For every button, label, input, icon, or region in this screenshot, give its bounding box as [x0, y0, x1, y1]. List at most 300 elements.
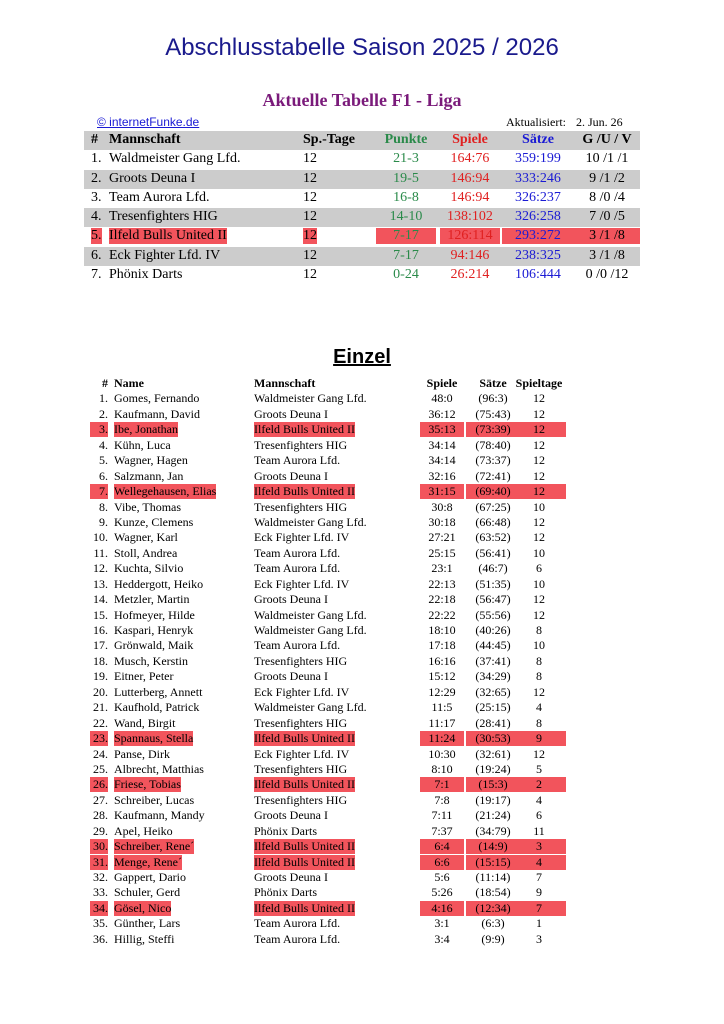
header-spiele: Spiele: [452, 132, 488, 147]
einzel-header-name: Name: [114, 376, 144, 390]
einzel-cell-spieltage: 12: [533, 592, 545, 607]
einzel-cell-num: 12.: [93, 561, 108, 576]
einzel-cell-spiele: 5:26: [431, 885, 453, 900]
einzel-cell-name: Metzler, Martin: [114, 592, 190, 607]
einzel-cell-team: Tresenfighters HIG: [254, 499, 348, 514]
einzel-cell-team: Tresenfighters HIG: [254, 715, 348, 730]
einzel-cell-saetze: (18:54): [475, 885, 511, 900]
table-row: [90, 469, 580, 484]
einzel-cell-saetze: (78:40): [475, 437, 511, 452]
einzel-cell-num: 8.: [99, 499, 108, 514]
table-row: [90, 700, 580, 715]
einzel-cell-spieltage: 9: [536, 885, 542, 900]
einzel-cell-num: 16.: [93, 623, 108, 637]
table-row: [90, 407, 580, 422]
einzel-cell-spieltage: 7: [536, 870, 542, 884]
einzel-cell-saetze: (14:9): [466, 839, 520, 854]
einzel-cell-num: 6.: [99, 468, 108, 483]
einzel-cell-team: Ilfeld Bulls United II: [254, 854, 355, 869]
table-row: [90, 762, 580, 777]
einzel-header-team: Mannschaft: [254, 376, 316, 390]
einzel-cell-spiele: 7:11: [431, 808, 453, 823]
einzel-cell-saetze: (12:34): [466, 901, 520, 916]
einzel-cell-team: Ilfeld Bulls United II: [254, 777, 355, 792]
einzel-cell-team: Waldmeister Gang Lfd.: [254, 623, 367, 637]
table-row: [90, 824, 580, 839]
einzel-cell-spiele: 11:17: [428, 715, 456, 730]
einzel-cell-num: 22.: [93, 715, 108, 730]
source-link[interactable]: © internetFunke.de: [97, 115, 200, 129]
einzel-cell-spieltage: 12: [533, 453, 545, 468]
einzel-cell-name: Panse, Dirk: [114, 746, 170, 761]
einzel-cell-spieltage: 3: [512, 839, 566, 854]
league-cell-team: Tresenfighters HIG: [109, 209, 218, 225]
einzel-cell-team: Groots Deuna I: [254, 468, 328, 483]
einzel-cell-team: Team Aurora Lfd.: [254, 561, 341, 576]
einzel-cell-saetze: (69:40): [466, 484, 520, 499]
einzel-cell-saetze: (34:79): [475, 823, 511, 838]
einzel-cell-num: 21.: [93, 700, 108, 715]
table-row: [90, 839, 580, 854]
table-row: [90, 901, 580, 916]
table-row: [90, 716, 580, 731]
league-cell-guv: 8 /0 /4: [589, 189, 625, 205]
league-cell-saetze: 238:325: [515, 247, 561, 263]
einzel-cell-num: 32.: [93, 870, 108, 884]
einzel-cell-name: Gappert, Dario: [114, 870, 186, 884]
einzel-cell-spiele: 30:18: [428, 514, 456, 529]
league-cell-punkte: 21-3: [393, 151, 419, 167]
einzel-cell-name: Friese, Tobias: [114, 777, 181, 792]
einzel-cell-team: Ilfeld Bulls United II: [254, 484, 355, 499]
einzel-cell-saetze: (56:41): [475, 545, 511, 560]
einzel-cell-team: Groots Deuna I: [254, 592, 328, 607]
einzel-cell-spieltage: 12: [533, 514, 545, 529]
einzel-cell-spieltage: 6: [536, 808, 542, 823]
einzel-cell-team: Tresenfighters HIG: [254, 437, 348, 452]
einzel-cell-saetze: (15:3): [466, 777, 520, 792]
table-row: [90, 855, 580, 870]
header-guv: G /U / V: [582, 132, 632, 147]
league-cell-punkte: 14-10: [389, 209, 423, 225]
einzel-cell-num: 25.: [93, 761, 108, 776]
table-row: [90, 747, 580, 762]
einzel-cell-name: Musch, Kerstin: [114, 653, 188, 668]
league-cell-team: Groots Deuna I: [109, 170, 196, 186]
einzel-cell-saetze: (37:41): [475, 653, 511, 668]
league-cell-saetze: 326:258: [515, 209, 561, 225]
einzel-cell-spiele: 4:16: [420, 901, 464, 916]
einzel-cell-saetze: (19:17): [475, 792, 511, 807]
einzel-cell-num: 3.: [90, 422, 108, 437]
updated-info: [506, 115, 623, 130]
league-cell-num: 2.: [91, 170, 102, 186]
table-row: [90, 546, 580, 561]
league-cell-spiele: 126:114: [440, 228, 500, 244]
einzel-cell-num: 28.: [93, 808, 108, 823]
einzel-cell-spiele: 17:18: [428, 638, 456, 653]
einzel-cell-team: Waldmeister Gang Lfd.: [254, 514, 367, 529]
einzel-cell-name: Heddergott, Heiko: [114, 576, 204, 591]
einzel-cell-spieltage: 5: [536, 761, 542, 776]
league-cell-guv: 3 /1 /8: [574, 228, 640, 244]
einzel-cell-spieltage: 12: [512, 484, 566, 499]
einzel-cell-team: Ilfeld Bulls United II: [254, 839, 355, 854]
einzel-cell-num: 35.: [93, 916, 108, 931]
table-row: [90, 500, 580, 515]
einzel-cell-spieltage: 12: [533, 684, 545, 699]
einzel-cell-spieltage: 12: [533, 437, 545, 452]
einzel-cell-num: 34.: [90, 901, 108, 916]
einzel-cell-num: 5.: [99, 453, 108, 468]
einzel-cell-name: Vibe, Thomas: [114, 499, 182, 514]
einzel-cell-spiele: 18:10: [428, 623, 456, 637]
einzel-cell-spieltage: 11: [533, 823, 545, 838]
einzel-cell-saetze: (28:41): [475, 715, 511, 730]
einzel-cell-spiele: 11:5: [431, 700, 453, 715]
table-row: [90, 623, 580, 638]
einzel-cell-name: Menge, Rene´: [114, 854, 182, 869]
einzel-cell-team: Ilfeld Bulls United II: [254, 731, 355, 746]
einzel-cell-num: 17.: [93, 638, 108, 653]
einzel-cell-team: Ilfeld Bulls United II: [254, 900, 355, 915]
einzel-cell-spiele: 25:15: [428, 545, 456, 560]
einzel-cell-name: Wagner, Hagen: [114, 453, 188, 468]
einzel-cell-saetze: (6:3): [481, 916, 505, 931]
header-punkte: Punkte: [384, 132, 428, 147]
einzel-cell-name: Apel, Heiko: [114, 823, 173, 838]
league-cell-punkte: 19-5: [393, 170, 419, 186]
einzel-cell-spiele: 48:0: [431, 391, 453, 406]
einzel-cell-num: 30.: [90, 839, 108, 854]
einzel-cell-num: 13.: [93, 576, 108, 591]
header-team: Mannschaft: [109, 132, 181, 147]
einzel-cell-spiele: 8:10: [431, 761, 453, 776]
league-cell-tage: 12: [303, 247, 317, 263]
einzel-cell-team: Tresenfighters HIG: [254, 761, 348, 776]
einzel-cell-spieltage: 10: [533, 499, 545, 514]
einzel-cell-name: Schuler, Gerd: [114, 885, 181, 900]
league-cell-team: Eck Fighter Lfd. IV: [109, 247, 221, 263]
table-row: [90, 592, 580, 607]
table-row: [90, 793, 580, 808]
einzel-cell-spieltage: 2: [512, 777, 566, 792]
einzel-cell-saetze: (73:37): [475, 453, 511, 468]
einzel-cell-spieltage: 12: [533, 607, 545, 622]
einzel-cell-num: 2.: [99, 406, 108, 421]
einzel-table: [90, 376, 580, 947]
table-row: [90, 731, 580, 746]
league-cell-saetze: 333:246: [515, 170, 561, 186]
einzel-cell-saetze: (11:14): [475, 870, 511, 884]
einzel-cell-name: Wellegehausen, Elias: [114, 484, 217, 499]
einzel-cell-saetze: (51:35): [475, 576, 511, 591]
einzel-cell-num: 19.: [93, 669, 108, 684]
table-row: [90, 608, 580, 623]
einzel-cell-spieltage: 3: [536, 931, 542, 946]
table-row: [90, 916, 580, 931]
einzel-cell-saetze: (75:43): [475, 406, 511, 421]
table-row: [90, 685, 580, 700]
einzel-cell-name: Gomes, Fernando: [114, 391, 200, 406]
einzel-cell-spieltage: 6: [536, 561, 542, 576]
einzel-cell-team: Team Aurora Lfd.: [254, 545, 341, 560]
league-cell-spiele: 146:94: [450, 189, 490, 205]
einzel-cell-spiele: 23:1: [431, 561, 453, 576]
league-cell-team: Waldmeister Gang Lfd.: [109, 151, 241, 167]
header-saetze: Sätze: [522, 132, 554, 147]
einzel-cell-spiele: 22:13: [428, 576, 456, 591]
league-cell-punkte: 7-17: [393, 247, 419, 263]
einzel-cell-saetze: (32:65): [475, 684, 511, 699]
einzel-cell-saetze: (44:45): [475, 638, 511, 653]
einzel-cell-spieltage: 4: [536, 792, 542, 807]
einzel-cell-team: Ilfeld Bulls United II: [254, 422, 355, 437]
einzel-cell-spieltage: 7: [512, 901, 566, 916]
table-row: [84, 150, 640, 169]
einzel-cell-team: Tresenfighters HIG: [254, 653, 348, 668]
league-cell-team: Team Aurora Lfd.: [109, 189, 210, 205]
league-cell-punkte: 0-24: [393, 267, 419, 283]
table-row: [90, 654, 580, 669]
table-row: [84, 189, 640, 208]
einzel-title: Einzel: [333, 346, 391, 368]
league-cell-team: Phönix Darts: [109, 267, 183, 283]
updated-date: 2. Jun. 26: [576, 115, 623, 129]
einzel-cell-team: Groots Deuna I: [254, 870, 328, 884]
einzel-cell-num: 18.: [93, 653, 108, 668]
einzel-cell-num: 31.: [90, 855, 108, 870]
einzel-cell-team: Groots Deuna I: [254, 669, 328, 684]
einzel-cell-spiele: 10:30: [428, 746, 456, 761]
table-row: [90, 438, 580, 453]
einzel-cell-name: Gösel, Nico: [114, 900, 172, 915]
einzel-cell-saetze: (40:26): [475, 623, 511, 637]
einzel-cell-spieltage: 12: [533, 468, 545, 483]
einzel-cell-spiele: 27:21: [428, 530, 456, 545]
einzel-cell-spiele: 31:15: [420, 484, 464, 499]
league-cell-num: 1.: [91, 151, 102, 167]
einzel-cell-name: Stoll, Andrea: [114, 545, 178, 560]
einzel-cell-name: Kuchta, Silvio: [114, 561, 184, 576]
einzel-header-saetze: Sätze: [479, 376, 507, 390]
league-cell-tage: 12: [303, 267, 317, 283]
einzel-cell-name: Hillig, Steffi: [114, 931, 175, 946]
einzel-cell-num: 20.: [93, 684, 108, 699]
einzel-cell-team: Groots Deuna I: [254, 406, 328, 421]
einzel-cell-name: Günther, Lars: [114, 916, 181, 931]
league-cell-tage: 12: [303, 228, 317, 244]
einzel-cell-spiele: 6:4: [420, 839, 464, 854]
einzel-cell-saetze: (21:24): [475, 808, 511, 823]
einzel-cell-name: Spannaus, Stella: [114, 731, 194, 746]
league-cell-spiele: 146:94: [450, 170, 490, 186]
einzel-cell-spieltage: 12: [512, 422, 566, 437]
einzel-cell-num: 4.: [99, 437, 108, 452]
league-cell-tage: 12: [303, 170, 317, 186]
table-row: [84, 170, 640, 189]
league-cell-spiele: 26:214: [450, 267, 490, 283]
einzel-cell-spiele: 34:14: [428, 437, 456, 452]
einzel-cell-team: Phönix Darts: [254, 885, 317, 900]
einzel-cell-num: 14.: [93, 592, 108, 607]
einzel-cell-spieltage: 4: [512, 855, 566, 870]
einzel-cell-name: Schreiber, Lucas: [114, 792, 195, 807]
einzel-cell-num: 24.: [93, 746, 108, 761]
einzel-cell-team: Tresenfighters HIG: [254, 792, 348, 807]
table-row: [90, 669, 580, 684]
einzel-cell-num: 36.: [93, 931, 108, 946]
einzel-cell-team: Phönix Darts: [254, 823, 317, 838]
table-row: [90, 561, 580, 576]
einzel-cell-spieltage: 10: [533, 576, 545, 591]
einzel-cell-spiele: 22:22: [428, 607, 456, 622]
table-row: [90, 422, 580, 437]
league-cell-spiele: 164:76: [450, 151, 490, 167]
table-row: [84, 208, 640, 227]
einzel-cell-spieltage: 8: [536, 623, 542, 637]
league-cell-tage: 12: [303, 151, 317, 167]
einzel-cell-team: Eck Fighter Lfd. IV: [254, 746, 350, 761]
einzel-cell-team: Team Aurora Lfd.: [254, 916, 341, 931]
einzel-cell-saetze: (63:52): [475, 530, 511, 545]
einzel-header-spieltage: Spieltage: [515, 376, 563, 390]
table-row: [90, 530, 580, 545]
einzel-cell-saetze: (66:48): [475, 514, 511, 529]
einzel-header-num: #: [102, 376, 108, 390]
einzel-cell-spiele: 5:6: [434, 870, 450, 884]
einzel-cell-saetze: (34:29): [475, 669, 511, 684]
einzel-cell-saetze: (25:15): [475, 700, 511, 715]
league-cell-team: Ilfeld Bulls United II: [109, 228, 227, 244]
einzel-cell-team: Eck Fighter Lfd. IV: [254, 530, 350, 545]
table-row: [90, 885, 580, 900]
einzel-cell-spiele: 34:14: [428, 453, 456, 468]
einzel-cell-spieltage: 12: [533, 391, 545, 406]
einzel-cell-spiele: 32:16: [428, 468, 456, 483]
einzel-cell-num: 1.: [99, 391, 108, 406]
einzel-cell-name: Kaufhold, Patrick: [114, 700, 200, 715]
table-row: [90, 777, 580, 792]
table-row: [90, 932, 580, 947]
table-row: [90, 484, 580, 499]
einzel-cell-team: Groots Deuna I: [254, 808, 328, 823]
einzel-cell-team: Team Aurora Lfd.: [254, 453, 341, 468]
einzel-cell-saetze: (46:7): [478, 561, 508, 576]
page-title: Abschlusstabelle Saison 2025 / 2026: [165, 34, 559, 61]
header-tage: Sp.-Tage: [303, 132, 356, 147]
table-row: [90, 453, 580, 468]
einzel-cell-spiele: 22:18: [428, 592, 456, 607]
einzel-header-spiele: Spiele: [426, 376, 458, 390]
einzel-cell-spieltage: 12: [533, 746, 545, 761]
league-subtitle: Aktuelle Tabelle F1 - Liga: [262, 90, 462, 110]
updated-label: Aktualisiert:: [506, 115, 566, 129]
einzel-cell-name: Lutterberg, Annett: [114, 684, 203, 699]
einzel-cell-spieltage: 10: [533, 545, 545, 560]
einzel-cell-saetze: (56:47): [475, 592, 511, 607]
league-table: [84, 131, 640, 285]
einzel-cell-spieltage: 10: [533, 638, 545, 653]
table-row: [84, 247, 640, 266]
einzel-cell-num: 23.: [90, 731, 108, 746]
einzel-cell-spiele: 15:12: [428, 669, 456, 684]
league-cell-guv: 9 /1 /2: [589, 170, 625, 186]
einzel-cell-saetze: (15:15): [466, 855, 520, 870]
einzel-cell-spiele: 16:16: [428, 653, 456, 668]
table-row: [90, 638, 580, 653]
header-num: #: [91, 132, 98, 147]
einzel-cell-name: Salzmann, Jan: [114, 468, 184, 483]
einzel-cell-spiele: 7:1: [420, 777, 464, 792]
league-cell-guv: 0 /0 /12: [585, 267, 629, 283]
einzel-header-row: [90, 376, 580, 391]
league-cell-tage: 12: [303, 189, 317, 205]
einzel-cell-spiele: 6:6: [420, 855, 464, 870]
einzel-cell-num: 7.: [90, 484, 108, 499]
table-row: [90, 391, 580, 406]
table-row: [84, 227, 640, 246]
league-cell-num: 4.: [91, 209, 102, 225]
einzel-cell-saetze: (32:61): [475, 746, 511, 761]
einzel-cell-spieltage: 8: [536, 715, 542, 730]
einzel-cell-num: 26.: [90, 777, 108, 792]
einzel-cell-spieltage: 4: [536, 700, 542, 715]
einzel-cell-spieltage: 1: [536, 916, 542, 931]
einzel-cell-saetze: (30:53): [466, 731, 520, 746]
einzel-cell-spiele: 7:37: [431, 823, 453, 838]
einzel-cell-num: 27.: [93, 792, 108, 807]
league-cell-num: 7.: [91, 267, 102, 283]
einzel-cell-spiele: 7:8: [434, 792, 450, 807]
einzel-cell-name: Hofmeyer, Hilde: [114, 607, 195, 622]
league-cell-spiele: 138:102: [447, 209, 493, 225]
einzel-cell-num: 9.: [99, 514, 108, 529]
einzel-cell-team: Eck Fighter Lfd. IV: [254, 576, 350, 591]
table-row: [90, 577, 580, 592]
einzel-cell-saetze: (19:24): [475, 761, 511, 776]
league-cell-guv: 3 /1 /8: [589, 247, 625, 263]
einzel-cell-num: 11.: [93, 545, 108, 560]
einzel-cell-saetze: (72:41): [475, 468, 511, 483]
einzel-cell-spieltage: 9: [512, 731, 566, 746]
einzel-cell-num: 15.: [93, 607, 108, 622]
league-cell-spiele: 94:146: [450, 247, 490, 263]
einzel-cell-name: Schreiber, Rene´: [114, 839, 195, 854]
einzel-cell-spieltage: 8: [536, 669, 542, 684]
league-cell-num: 5.: [91, 228, 102, 244]
einzel-cell-name: Grönwald, Maik: [114, 638, 194, 653]
league-header-row: [84, 131, 640, 150]
einzel-cell-name: Kaufmann, Mandy: [114, 808, 205, 823]
einzel-cell-spiele: 3:1: [434, 916, 450, 931]
league-cell-punkte: 16-8: [393, 189, 419, 205]
league-cell-saetze: 106:444: [515, 267, 561, 283]
einzel-cell-team: Waldmeister Gang Lfd.: [254, 391, 367, 406]
einzel-cell-team: Team Aurora Lfd.: [254, 931, 341, 946]
league-cell-saetze: 359:199: [515, 151, 561, 167]
einzel-cell-num: 29.: [93, 823, 108, 838]
einzel-cell-spieltage: 12: [533, 530, 545, 545]
einzel-cell-spiele: 11:24: [420, 731, 464, 746]
einzel-cell-name: Wand, Birgit: [114, 715, 176, 730]
league-cell-guv: 7 /0 /5: [589, 209, 625, 225]
einzel-cell-team: Waldmeister Gang Lfd.: [254, 700, 367, 715]
league-cell-tage: 12: [303, 209, 317, 225]
einzel-cell-name: Ibe, Jonathan: [114, 422, 178, 437]
table-row: [90, 870, 580, 885]
einzel-cell-name: Kunze, Clemens: [114, 514, 194, 529]
